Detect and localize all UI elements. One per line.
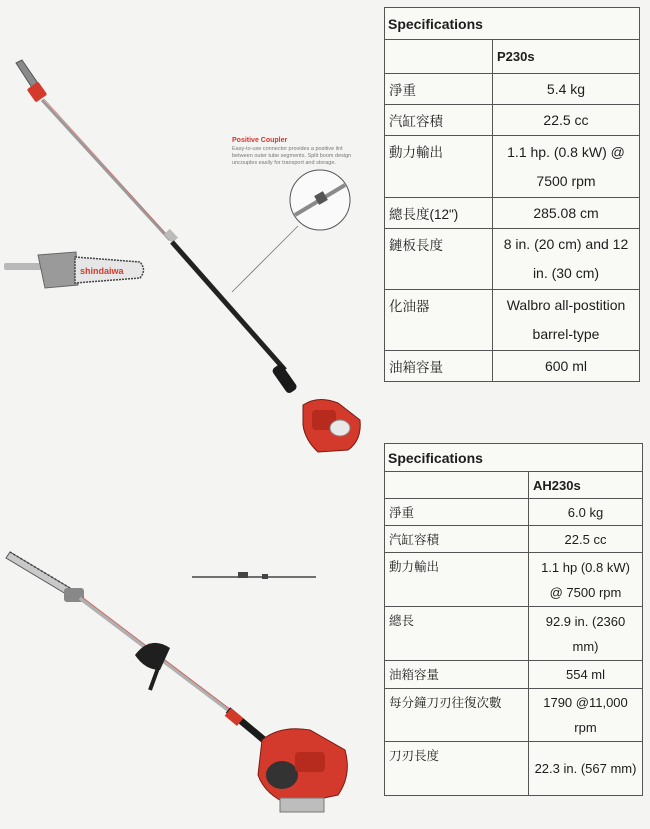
spec-row-value: 92.9 in. (2360 mm) xyxy=(529,607,643,661)
spec-row-value: 554 ml xyxy=(529,661,643,689)
spec-model-empty-cell xyxy=(385,40,493,74)
spec-table-ah230s xyxy=(384,443,643,796)
spec-row-value: 1.1 hp. (0.8 kW) @ 7500 rpm xyxy=(493,136,640,198)
spec-row-label: 動力輸出 xyxy=(385,553,529,607)
spec-model-name: P230s xyxy=(493,40,640,74)
spec-row-label: 總長度(12") xyxy=(385,198,493,229)
spec-row-value: 5.4 kg xyxy=(493,74,640,105)
spec-row-label: 每分鐘刀刃往復次數 xyxy=(385,689,529,742)
spec-row-value: 1.1 hp (0.8 kW) @ 7500 rpm xyxy=(529,553,643,607)
spec-row-value: 600 ml xyxy=(493,351,640,382)
coupler-description: Easy-to-use connector provides a positive lint between outer tube segments. Split boom design uncouples easily for transport and storage. xyxy=(232,146,352,166)
spec-row-label: 淨重 xyxy=(385,74,493,105)
spec-row-value: 22.3 in. (567 mm) xyxy=(529,742,643,796)
spec-row-label: 刀刃長度 xyxy=(385,742,529,796)
spec-row-label: 油箱容量 xyxy=(385,351,493,382)
spec-row-label: 淨重 xyxy=(385,499,529,526)
spec-row-label: 總長 xyxy=(385,607,529,661)
spec-row-value: 22.5 cc xyxy=(529,526,643,553)
spec-table-header: Specifications xyxy=(385,8,640,40)
spec-model-name: AH230s xyxy=(529,472,643,499)
coupler-title: Positive Coupler xyxy=(232,137,288,144)
spec-row-label: 化油器 xyxy=(385,290,493,351)
spec-table-p230s xyxy=(384,7,640,382)
small-trimmer-silhouette xyxy=(192,572,316,579)
spec-row-value: 8 in. (20 cm) and 12 in. (30 cm) xyxy=(493,229,640,290)
chainsaw-brand-logo: shindaiwa xyxy=(80,266,124,276)
spec-row-label: 汽缸容積 xyxy=(385,526,529,553)
spec-row-value: 22.5 cc xyxy=(493,105,640,136)
coupler-caption xyxy=(232,137,352,167)
spec-row-label: 動力輸出 xyxy=(385,136,493,198)
spec-row-value: 6.0 kg xyxy=(529,499,643,526)
spec-row-label: 油箱容量 xyxy=(385,661,529,689)
chainsaw-head-image xyxy=(4,252,144,288)
spec-row-label: 鏈板長度 xyxy=(385,229,493,290)
coupler-callout xyxy=(232,170,350,292)
spec-model-empty-cell xyxy=(385,472,529,499)
spec-table-header: Specifications xyxy=(385,444,643,472)
spec-row-value: 1790 @11,000 rpm xyxy=(529,689,643,742)
spec-row-value: 285.08 cm xyxy=(493,198,640,229)
spec-row-value: Walbro all-postition barrel-type xyxy=(493,290,640,351)
hedge-trimmer-image xyxy=(6,552,347,812)
spec-row-label: 汽缸容積 xyxy=(385,105,493,136)
